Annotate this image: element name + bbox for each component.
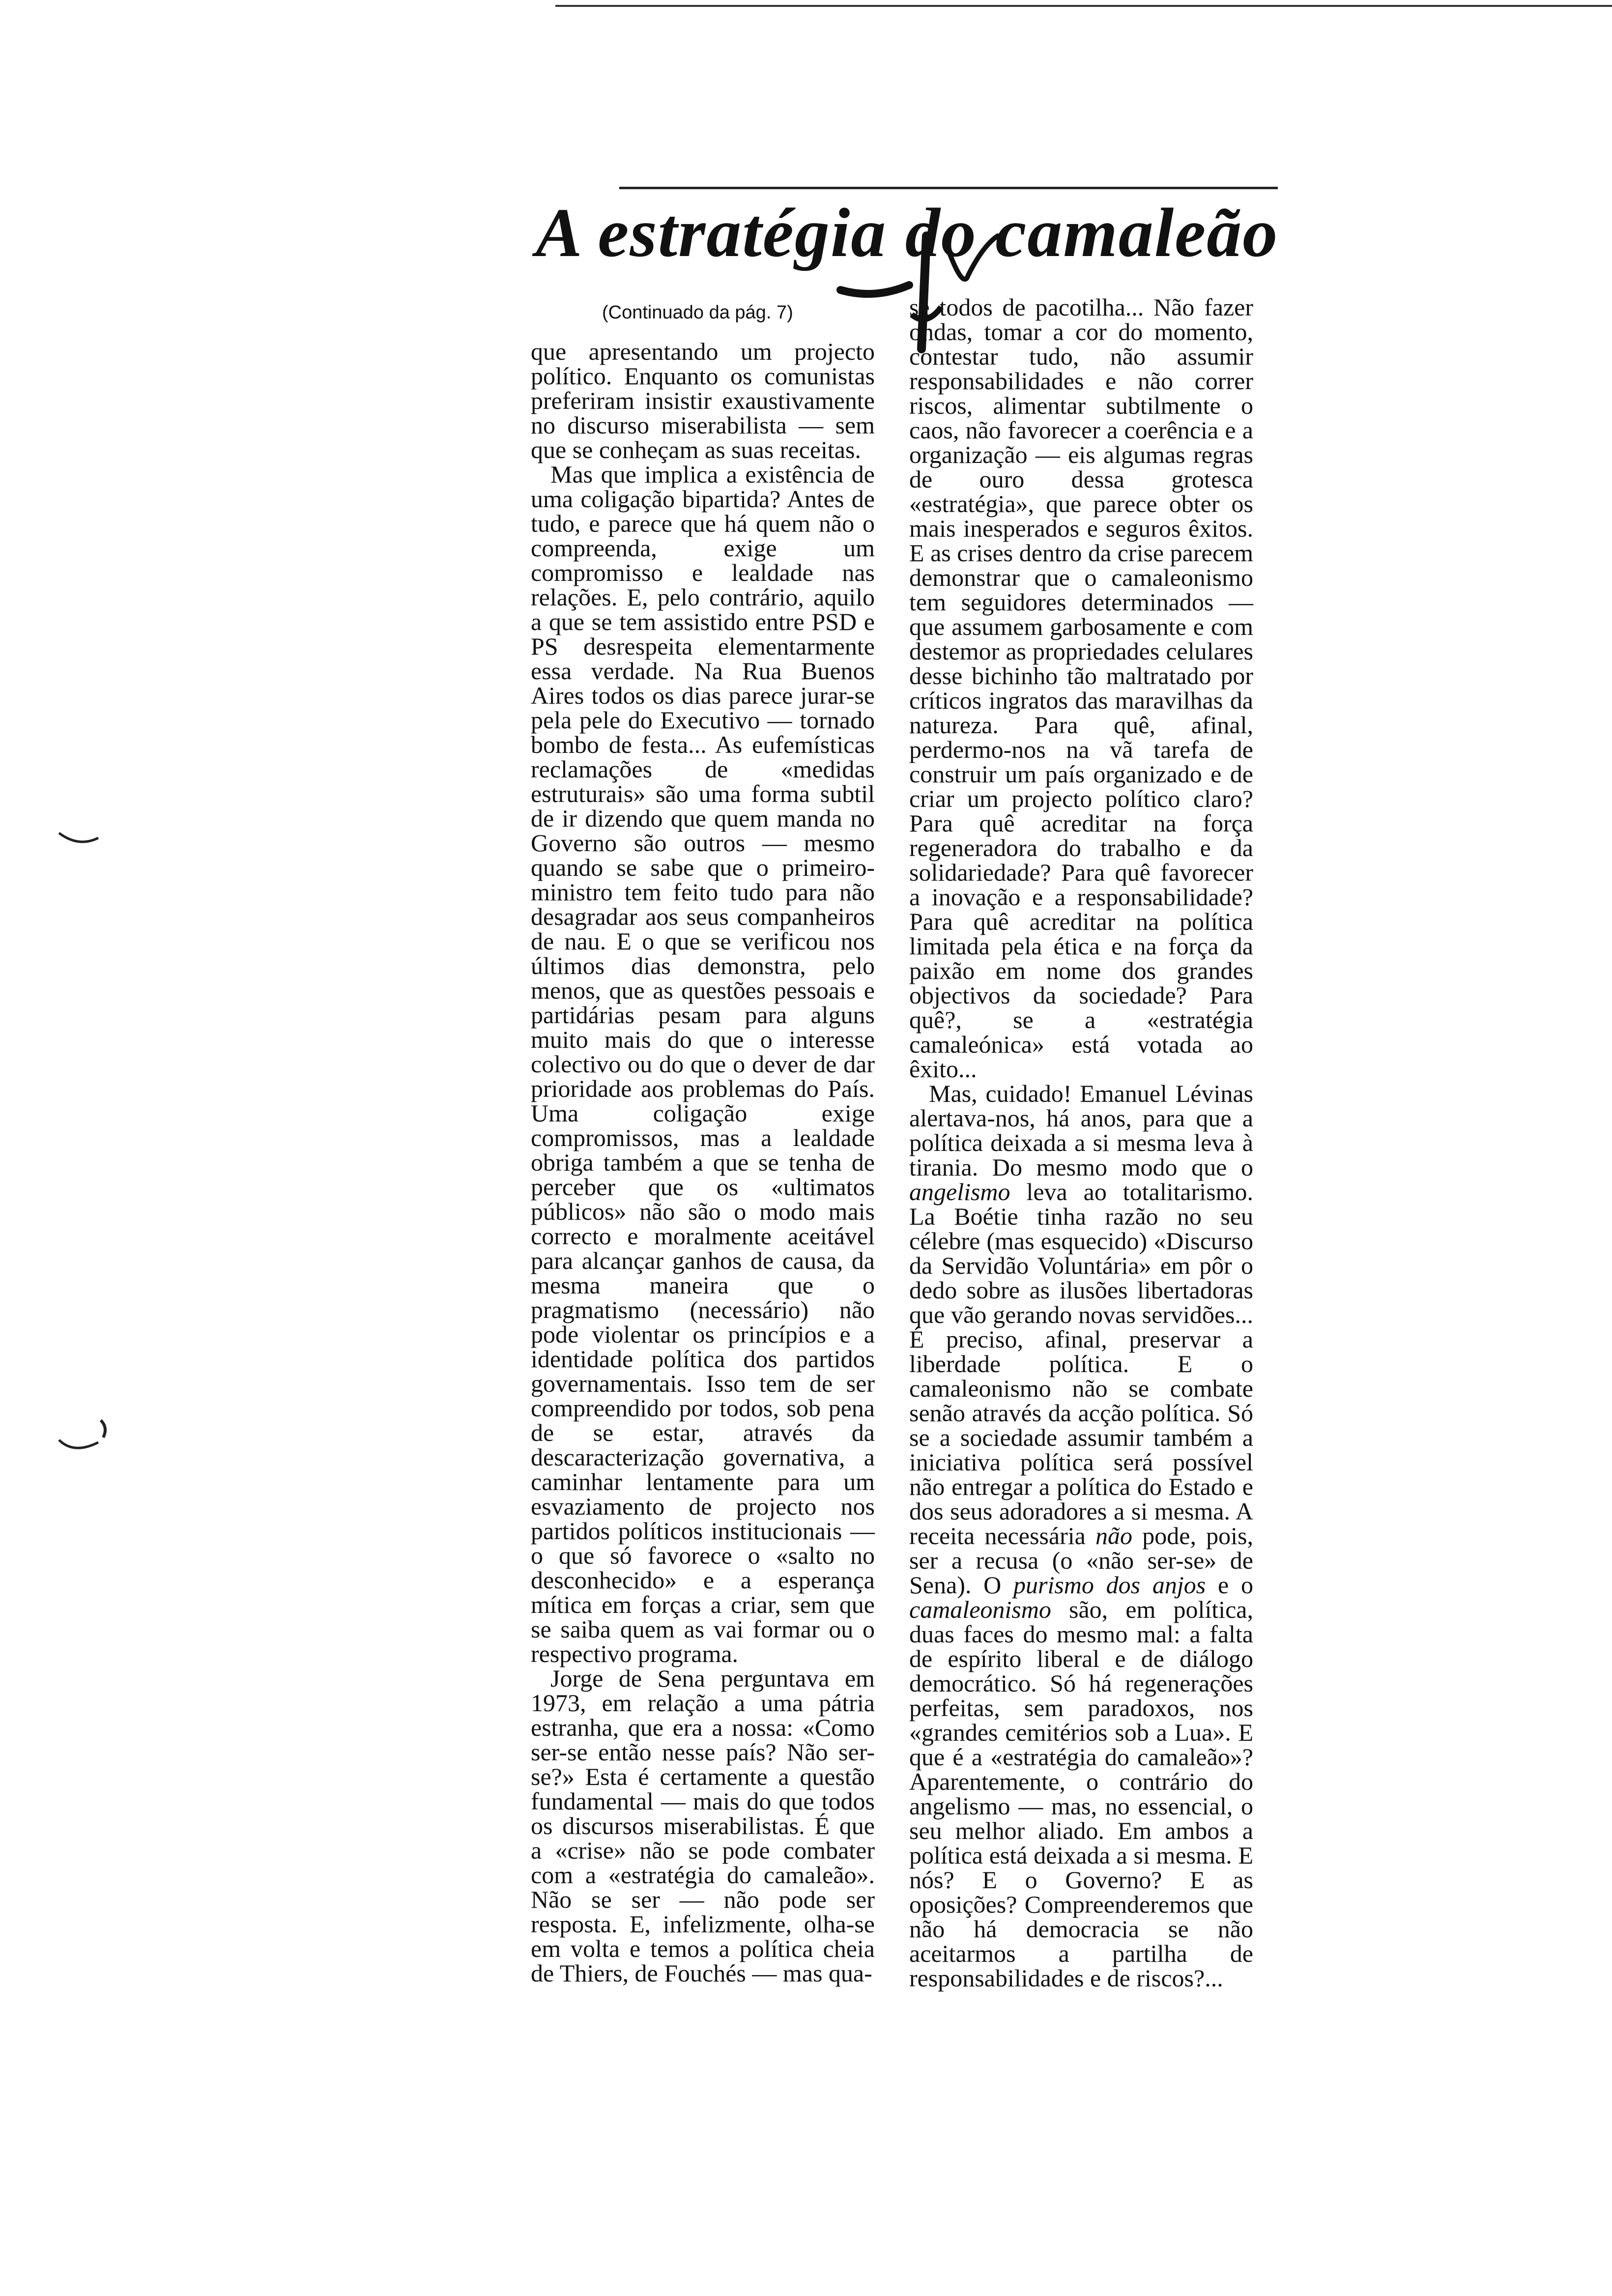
paragraph: Mas, cuidado! Emanuel Lévinas alertava-nos, há anos, para que a política deixada a si mesma leva à tirania. Do mesmo modo que o angelismo leva ao totalitarismo. La Boétie tinha razão no seu célebre (mas esquecido) «Discurso da Servidão Voluntária» em pôr o dedo sobre as ilusões libertadoras que vão gerando novas servidões... É preciso, afinal, preservar a liberdade política. E o camaleonismo não se combate senão através da acção política. Só se a sociedade assumir também a iniciativa política será possível não entregar a política do Estado e dos seus adoradores a si mesma. A receita necessária não pode, pois, ser a recusa (o «não ser-se» de Sena). O purismo dos anjos e o camaleonismo são, em política, duas faces do mesmo mal: a falta de espírito liberal e de diálogo democrático. Só há regenerações perfeitas, sem paradoxos, nos «grandes cemitérios sob a Lua». E que é a «estratégia do camaleão»? Aparentemente, o contrário do angelismo — mas, no essencial, o seu melhor aliado. Em ambos a política está deixada a si mesma. E nós? E o Governo? E as oposições? Compreenderemos que não há democracia se não aceitarmos a partilha de responsabilidades e de riscos?... <box>909 1080 1254 1992</box>
article-column-left <box>531 339 875 2246</box>
page-top-rule <box>555 5 1612 7</box>
paragraph: Mas que implica a existência de uma coligação bipartida? Antes de tudo, e parece que há quem não o compreenda, exige um compromisso e lealdade nas relações. E, pelo contrário, aquilo a que se tem assistido entre PSD e PS desrespeita elementarmente essa verdade. Na Rua Buenos Aires todos os dias parece jurar-se pela pele do Executivo — tornado bombo de festa... As eufemísticas reclamações de «medidas estruturais» são uma forma subtil de ir dizendo que quem manda no Governo são outros — mesmo quando se sabe que o primeiro-ministro tem feito tudo para não desagradar aos seus companheiros de nau. E o que se verificou nos últimos dias demonstra, pelo menos, que as questões pessoais e partidárias pesam para alguns muito mais do que o interesse colectivo ou do que o dever de dar prioridade aos problemas do País. Uma coligação exige compromissos, mas a lealdade obriga também a que se tenha de perceber que os «ultimatos públicos» não são o modo mais correcto e moralmente aceitável para alcançar ganhos de causa, da mesma maneira que o pragmatismo (necessário) não pode violentar os princípios e a identidade política dos partidos governamentais. Isso tem de ser compreendido por todos, sob pena de se estar, através da descaracterização governativa, a caminhar lentamente para um esvaziamento de projecto nos partidos políticos institucionais — o que só favorece o «salto no desconhecido» e a esperança mítica em forças a criar, sem que se saiba quem as vai formar ou o respectivo programa. <box>531 460 875 1667</box>
paragraph: Jorge de Sena perguntava em 1973, em relação a uma pátria estranha, que era a nossa: «Como ser-se então nesse país? Não ser-se?» Esta é certamente a questão fundamental — mais do que todos os discursos miserabilistas. É que a «crise» não se pode combater com a «estratégia do camaleão». Não se ser — não pode ser resposta. E, infelizmente, olha-se em volta e temos a política cheia de Thiers, de Fouchés — mas qua- <box>531 1665 875 1987</box>
article-column-right <box>909 295 1253 2236</box>
paragraph: que apresentando um projecto político. Enquanto os comunistas preferiram insistir exaustivamente no discurso miserabilista — sem que se conheçam as suas receitas. <box>531 338 875 463</box>
headline-rule <box>619 187 1278 189</box>
article-headline: A estratégia do camaleão <box>536 194 1279 271</box>
margin-mark <box>54 1415 113 1460</box>
margin-mark <box>54 826 103 855</box>
paragraph: se todos de pacotilha... Não fazer ondas, tomar a cor do momento, contestar tudo, não assumir responsabilidades e não correr riscos, alimentar subtilmente o caos, não favorecer a coerência e a organização — eis algumas regras de ouro dessa grotesca «estratégia», que parece obter os mais inesperados e seguros êxitos. E as crises dentro da crise parecem demonstrar que o camaleonismo tem seguidores determinados — que assumem garbosamente e com destemor as propriedades celulares desse bichinho tão maltratado por críticos ingratos das maravilhas da natureza. Para quê, afinal, perdermo-nos na vã tarefa de construir um país organizado e de criar um projecto político claro? Para quê acreditar na força regeneradora do trabalho e da solidariedade? Para quê favorecer a inovação e a responsabilidade? Para quê acreditar na política limitada pela ética e na força da paixão em nome dos grandes objectivos da sociedade? Para quê?, se a «estratégia camaleónica» está votada ao êxito... <box>909 293 1253 1083</box>
continued-note: (Continuado da pág. 7) <box>602 302 793 323</box>
